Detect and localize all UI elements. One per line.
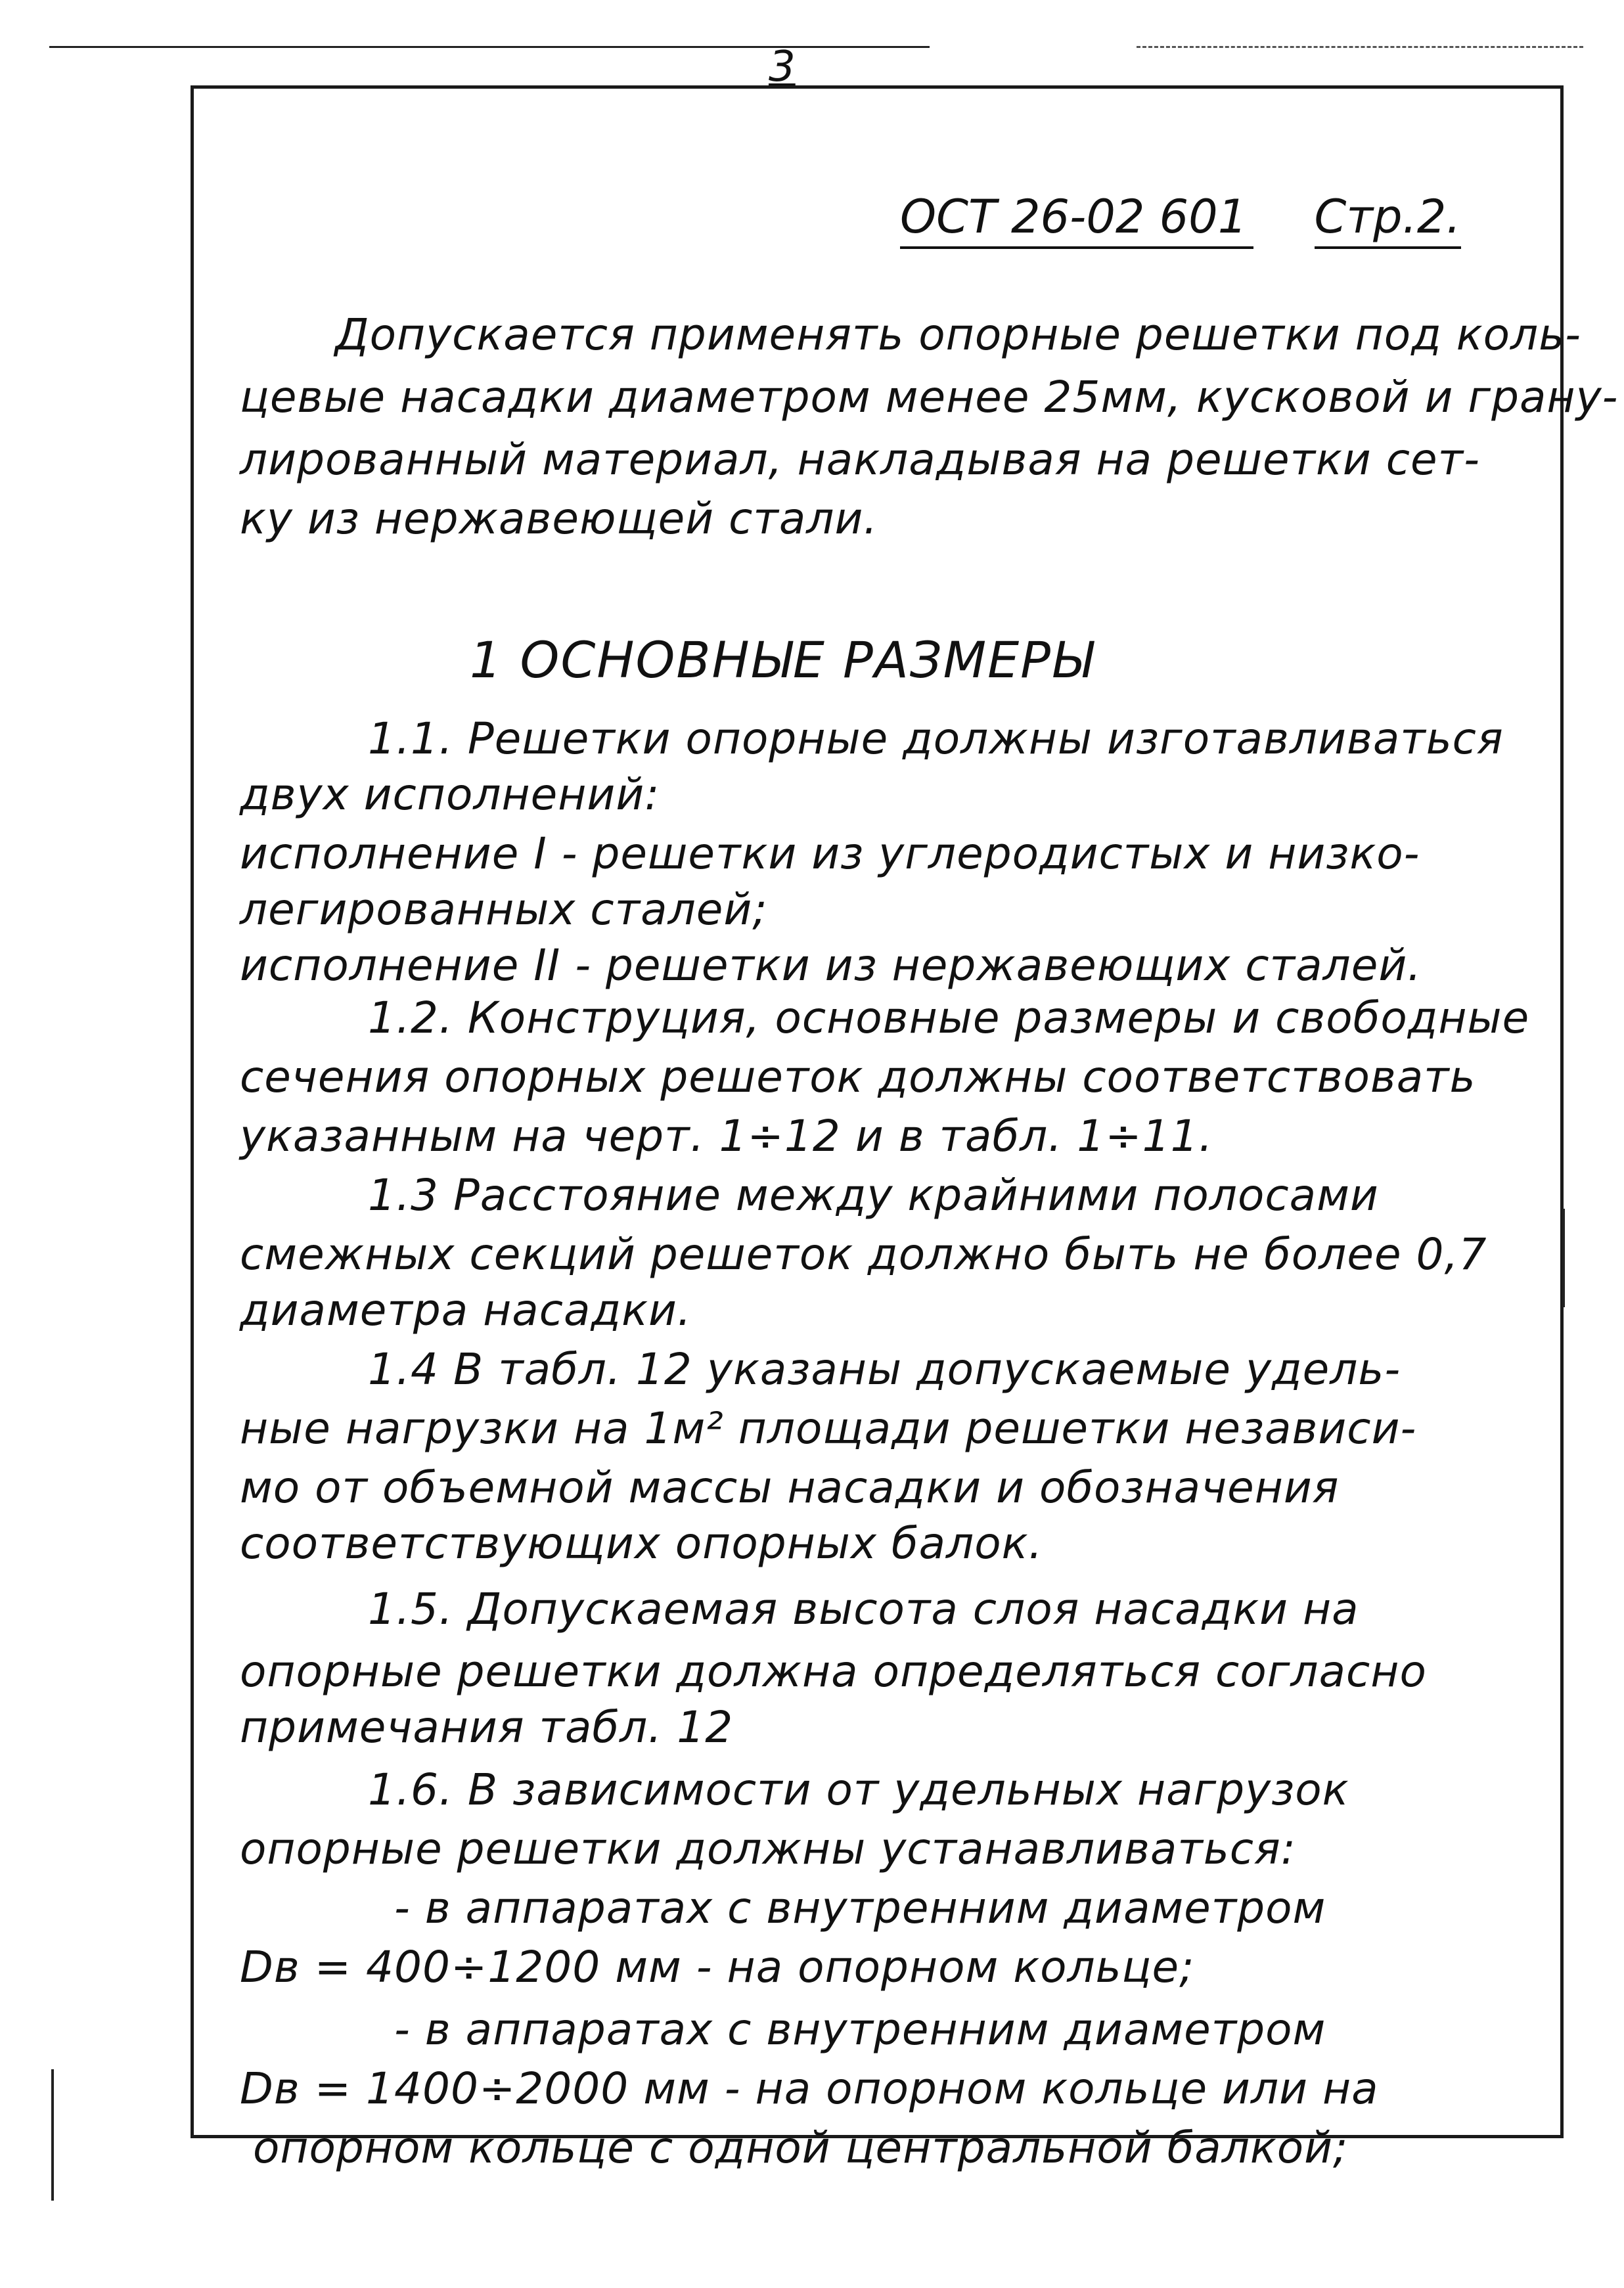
text-line: ку из нержавеющей стали. [240,493,878,544]
text-line: - в аппаратах с внутренним диаметром [394,2004,1326,2055]
page-number: Стр.2. [1315,187,1461,249]
text-line: лированный материал, накладывая на решетки сет- [240,434,1480,485]
text-line: указанным на черт. 1÷12 и в табл. 1÷11. [240,1111,1213,1161]
text-line: смежных секций решеток должно быть не более 0,7 [240,1229,1487,1280]
text-line: 1.4 В табл. 12 указаны допускаемые удель- [368,1344,1401,1395]
text-line: Dв = 1400÷2000 мм - на опорном кольце или на [240,2063,1379,2114]
text-line: Dв = 400÷1200 мм - на опорном кольце; [240,1942,1195,1992]
document-header [900,187,1461,249]
text-line: 1.5. Допускаемая высота слоя насадки на [368,1584,1359,1634]
text-line: исполнение I - решетки из углеродистых и низко- [240,828,1420,879]
document-code: ОСТ 26-02 601 [900,187,1253,249]
margin-mark [51,2069,54,2201]
text-line: опорном кольце с одной центральной балкой; [253,2122,1349,2173]
text-line: исполнение II - решетки из нержавеющих сталей. [240,940,1422,991]
text-line: цевые насадки диаметром менее 25мм, кусковой и грану- [240,372,1619,422]
text-line: опорные решетки должна определяться согласно [240,1646,1427,1697]
text-line: сечения опорных решеток должны соответствовать [240,1052,1476,1102]
text-line: 1.2. Конструция, основные размеры и свободные [368,993,1530,1043]
text-line: - в аппаратах с внутренним диаметром [394,1883,1326,1933]
text-line: легированных сталей; [240,884,768,935]
text-line: 1.3 Расстояние между крайними полосами [368,1170,1379,1221]
text-line: диаметра насадки. [240,1285,692,1335]
text-line: примечания табл. 12 [240,1702,734,1753]
text-line: 1.1. Решетки опорные должны изготавливаться [368,713,1504,764]
text-line: Допускается применять опорные решетки под коль- [335,309,1581,360]
text-line: мо от объемной массы насадки и обозначения [240,1462,1340,1513]
text-line: 1.6. В зависимости от удельных нагрузок [368,1764,1349,1815]
top-rule-right [1137,46,1583,48]
text-line: опорные решетки должны устанавливаться: [240,1824,1296,1874]
text-line: двух исполнений: [240,769,660,820]
top-rule [49,46,930,48]
text-line: соответствующих опорных балок. [240,1518,1043,1569]
margin-mark-right [1562,1209,1565,1307]
section-heading: 1 ОСНОВНЫЕ РАЗМЕРЫ [470,631,1094,689]
sheet-number: 3 [769,43,796,91]
text-line: ные нагрузки на 1м² площади решетки независи- [240,1403,1417,1454]
